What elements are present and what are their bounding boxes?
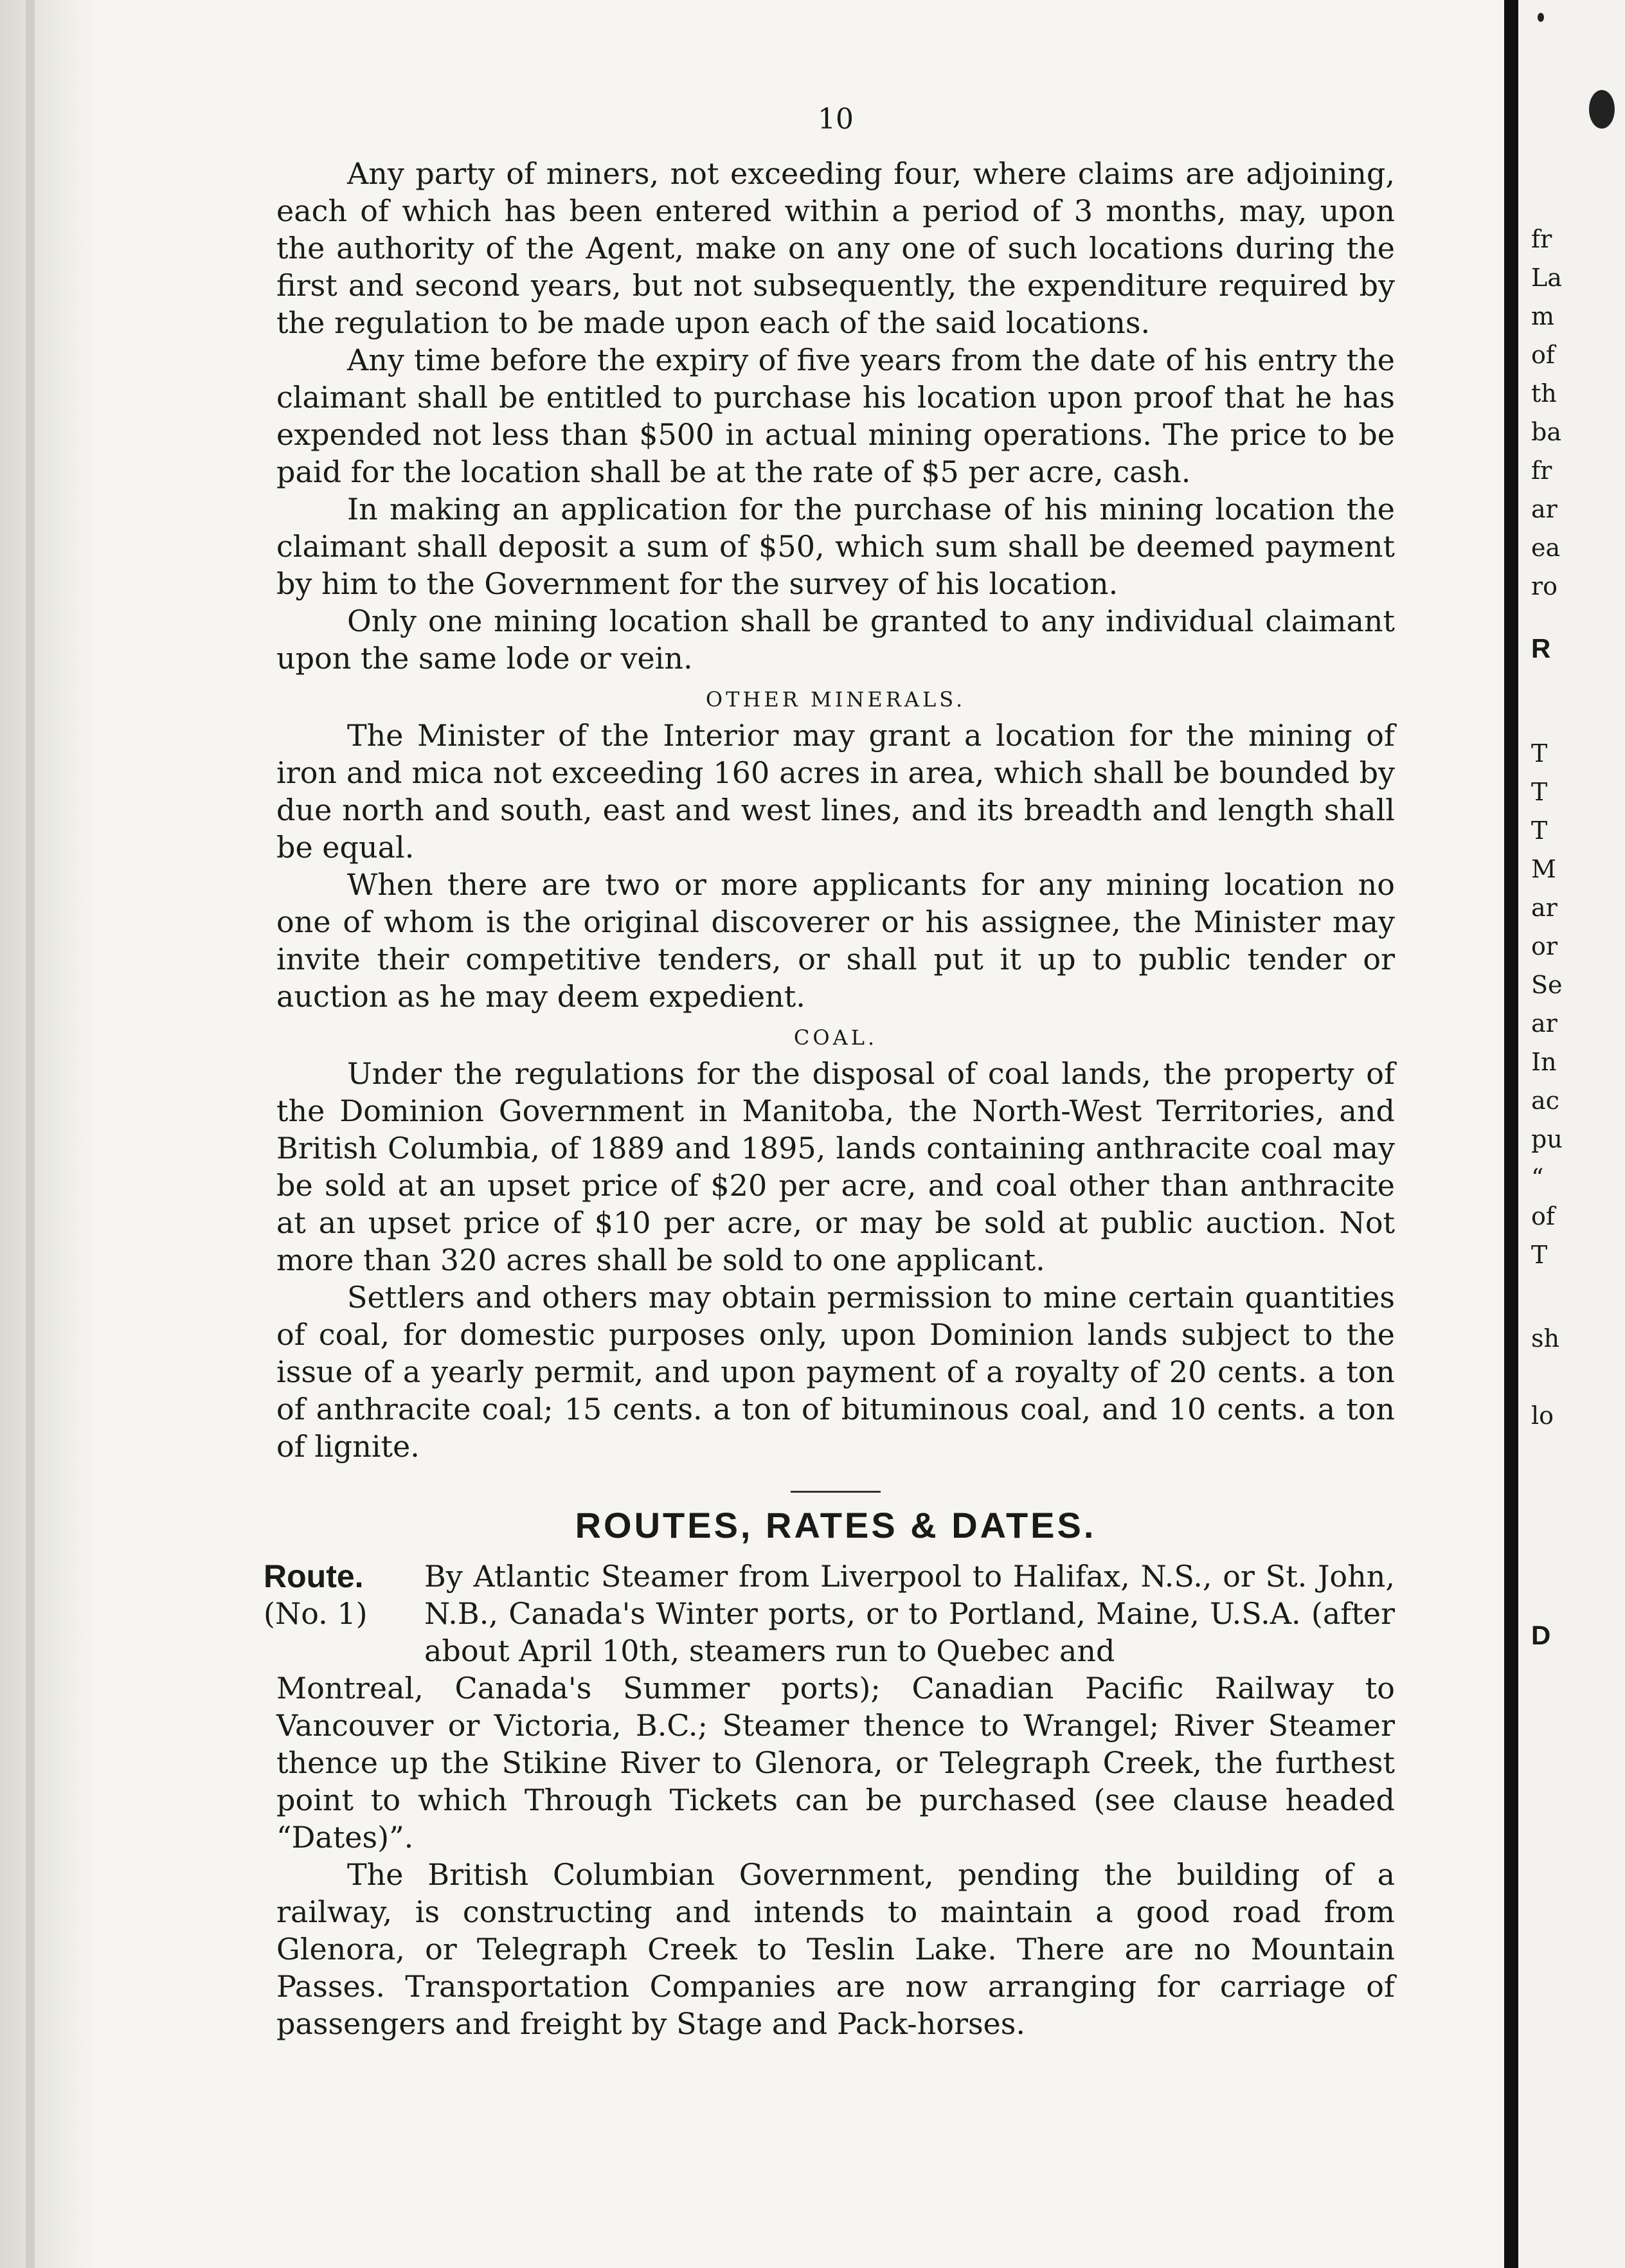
ink-blot bbox=[1589, 90, 1615, 129]
next-page-fragment: ar bbox=[1531, 894, 1558, 922]
next-page-fragment: M bbox=[1531, 855, 1556, 883]
page-gutter bbox=[1504, 0, 1518, 2268]
page-number: 10 bbox=[818, 103, 854, 136]
next-page-fragment: La bbox=[1531, 264, 1562, 292]
paragraph-application-deposit: In making an application for the purchase of his mining location the claimant shall deposit a sum of $50, which sum shall be deemed payment by him to the Government for the survey of his location. bbox=[276, 492, 1395, 601]
next-page-fragment: T bbox=[1531, 778, 1548, 806]
route-label bbox=[264, 1558, 405, 1632]
next-page-fragment: Se bbox=[1531, 971, 1563, 999]
next-page-fragment: ea bbox=[1531, 534, 1561, 562]
next-page-fragment: ro bbox=[1531, 572, 1558, 600]
next-page-fragment: or bbox=[1531, 932, 1558, 960]
paragraph-purchase-location: Any time before the expiry of five years from the date of his entry the claimant shall be entitled to purchase his location upon proof that he has expended not less than $500 in actual mining operations. The price to be paid for the location shall be at the rate of $5 per acre, cash. bbox=[276, 343, 1395, 489]
next-page-fragment: fr bbox=[1531, 456, 1552, 485]
next-page-fragment: lo bbox=[1531, 1401, 1554, 1430]
paragraph-party-of-miners: Any party of miners, not exceeding four, where claims are adjoining, each of which has been entered within a period of 3 months, may, upon the authority of the Agent, make on any one of such locations during the first and second years, but not subsequently, the expenditure required by the regulation to be made upon each of the said locations. bbox=[276, 156, 1395, 340]
paragraph-competitive-tenders: When there are two or more applicants for any mining location no one of whom is the original discoverer or his assignee, the Minister may invite their competitive tenders, or shall put it up to public tender or auction as he may deem expedient. bbox=[276, 867, 1395, 1014]
route-label-title: Route. bbox=[264, 1558, 364, 1594]
section-divider bbox=[791, 1491, 881, 1493]
page-edge bbox=[26, 0, 35, 2268]
next-page-fragment: th bbox=[1531, 379, 1557, 408]
paragraph-one-location: Only one mining location shall be granted to any individual claimant upon the same lode or vein. bbox=[276, 604, 1395, 676]
page-shadow bbox=[0, 0, 96, 2268]
next-page-fragment: T bbox=[1531, 739, 1548, 768]
next-page-fragment: D bbox=[1531, 1620, 1551, 1650]
next-page-fragment: “ bbox=[1531, 1164, 1544, 1192]
next-page-fragment: R bbox=[1531, 633, 1551, 663]
paragraph-iron-mica: The Minister of the Interior may grant a location for the mining of iron and mica not exceeding 160 acres in area, which shall be bounded by due north and south, east and west lines, and its breadth and length shall be equal. bbox=[276, 718, 1395, 865]
next-page-fragment: T bbox=[1531, 816, 1548, 845]
next-page-fragment: ar bbox=[1531, 495, 1558, 523]
route-1-continued: Montreal, Canada's Summer ports); Canadian Pacific Railway to Vancouver or Victoria, B.C.; Steamer thence to Wrangel; River Steamer thence up the Stikine River to Glenora, or Telegraph Creek, the furthest point to which Through Tickets can be purchased (see clause headed “Dates)”. bbox=[276, 1671, 1395, 1855]
route-label-number: (No. 1) bbox=[264, 1596, 368, 1631]
section-title-routes: ROUTES, RATES & DATES. bbox=[575, 1505, 1097, 1545]
heading-other-minerals: OTHER MINERALS. bbox=[705, 687, 966, 712]
heading-coal: COAL. bbox=[793, 1025, 878, 1050]
next-page-fragment: In bbox=[1531, 1048, 1557, 1076]
next-page-fragment: of bbox=[1531, 341, 1555, 369]
next-page-fragment: ac bbox=[1531, 1086, 1559, 1115]
next-page-edge bbox=[1518, 0, 1625, 2268]
route-1-first-lines: By Atlantic Steamer from Liverpool to Halifax, N.S., or St. John, N.B., Canada's Winter ports, or to Portland, Maine, U.S.A. (after about April 10th, steamers run to Quebec and bbox=[424, 1559, 1395, 1668]
page-column bbox=[264, 103, 1395, 2042]
ink-speck bbox=[1538, 13, 1544, 22]
next-page-fragment: m bbox=[1531, 302, 1555, 330]
paragraph-coal-regulations: Under the regulations for the disposal of coal lands, the property of the Dominion Government in Manitoba, the North-West Territories, and British Columbia, of 1889 and 1895, lands containing anthracite coal may be sold at an upset price of $20 per acre, and coal other than anthracite at an upset price of $10 per acre, or may be sold at public auction. Not more than 320 acres shall be sold to one applicant. bbox=[276, 1056, 1395, 1277]
next-page-fragment: of bbox=[1531, 1202, 1555, 1230]
next-page-fragment: ar bbox=[1531, 1009, 1558, 1038]
next-page-fragment: ba bbox=[1531, 418, 1561, 446]
paragraph-bc-government-road: The British Columbian Government, pending the building of a railway, is constructing and intends to maintain a good road from Glenora, or Telegraph Creek to Teslin Lake. There are no Mountain Passes. Transportation Companies are now arranging for carriage of passengers and freight by Stage and Pack-horses. bbox=[276, 1857, 1395, 2041]
route-1-block bbox=[264, 1558, 1395, 1856]
next-page-fragment: pu bbox=[1531, 1125, 1563, 1153]
next-page-fragment: sh bbox=[1531, 1324, 1559, 1353]
paragraph-coal-permit: Settlers and others may obtain permission to mine certain quantities of coal, for domestic purposes only, upon Dominion lands subject to the issue of a yearly permit, and upon payment of a royalty of 20 cents. a ton of anthracite coal; 15 cents. a ton of bituminous coal, and 10 cents. a ton of lignite. bbox=[276, 1280, 1395, 1464]
next-page-fragment: T bbox=[1531, 1241, 1548, 1269]
next-page-fragment: fr bbox=[1531, 225, 1552, 253]
